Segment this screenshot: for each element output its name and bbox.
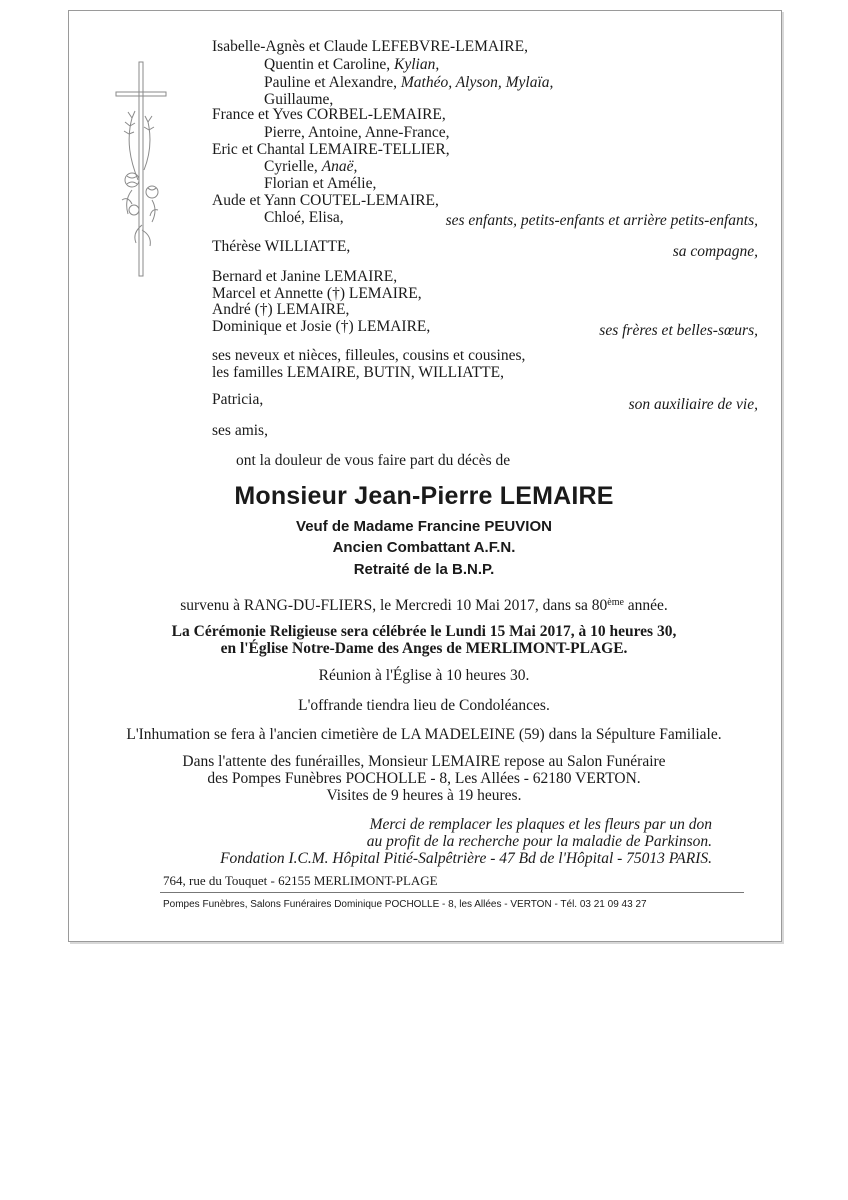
ceremony-line: en l'Église Notre-Dame des Anges de MERLIMONT-PLAGE.	[220, 640, 628, 657]
relation-label: sa compagne,	[672, 243, 758, 260]
deceased-subtitle: Veuf de Madame Francine PEUVION	[296, 518, 552, 535]
reunion-line: Réunion à l'Église à 10 heures 30.	[318, 667, 530, 684]
offrande-line: L'offrande tiendra lieu de Condoléances.	[298, 697, 550, 714]
ceremony-line: La Cérémonie Religieuse sera célébrée le Lundi 15 Mai 2017, à 10 heures 30,	[171, 623, 677, 640]
family-line: Marcel et Annette (†) LEMAIRE,	[212, 285, 422, 302]
deceased-subtitle: Ancien Combattant A.F.N.	[332, 539, 516, 556]
donation-line: Merci de remplacer les plaques et les fleurs par un don	[369, 816, 712, 833]
donation-line: Fondation I.C.M. Hôpital Pitié-Salpêtrière - 47 Bd de l'Hôpital - 75013 PARIS.	[220, 850, 712, 867]
footer-divider	[160, 892, 744, 893]
announcement-line: ont la douleur de vous faire part du décès de	[236, 452, 511, 469]
family-line: Eric et Chantal LEMAIRE-TELLIER,	[212, 141, 450, 158]
donation-line: au profit de la recherche pour la maladie de Parkinson.	[366, 833, 712, 850]
family-line: Chloé, Elisa,	[264, 209, 344, 226]
footer-address: 764, rue du Touquet - 62155 MERLIMONT-PLAGE	[163, 873, 438, 888]
family-line: Isabelle-Agnès et Claude LEFEBVRE-LEMAIRE,	[212, 38, 528, 55]
family-line: Thérèse WILLIATTE,	[212, 238, 351, 255]
footer-company: Pompes Funèbres, Salons Funéraires Dominique POCHOLLE - 8, les Allées - VERTON - Tél. 03 21 09 43 27	[163, 899, 647, 910]
family-line: Cyrielle, Anaë,	[264, 158, 358, 175]
deceased-name: Monsieur Jean-Pierre LEMAIRE	[234, 482, 614, 510]
family-line: Guillaume,	[264, 91, 334, 108]
inhumation-line: L'Inhumation se fera à l'ancien cimetière de LA MADELEINE (59) dans la Sépulture Familiale.	[126, 726, 722, 743]
family-line: Pauline et Alexandre, Mathéo, Alyson, Mylaïa,	[264, 74, 554, 91]
relation-label: ses frères et belles-sœurs,	[599, 322, 758, 339]
family-line: les familles LEMAIRE, BUTIN, WILLIATTE,	[212, 364, 504, 381]
family-line: André (†) LEMAIRE,	[212, 301, 350, 318]
salon-line: Dans l'attente des funérailles, Monsieur LEMAIRE repose au Salon Funéraire	[182, 753, 666, 770]
family-line: Patricia,	[212, 391, 264, 408]
deceased-subtitle: Retraité de la B.N.P.	[353, 561, 495, 578]
family-line: Bernard et Janine LEMAIRE,	[212, 268, 398, 285]
family-line: Florian et Amélie,	[264, 175, 377, 192]
family-line: Quentin et Caroline, Kylian,	[264, 56, 440, 73]
relation-label: ses enfants, petits-enfants et arrière petits-enfants,	[445, 212, 758, 229]
family-line: Aude et Yann COUTEL-LEMAIRE,	[212, 192, 439, 209]
salon-line: Visites de 9 heures à 19 heures.	[326, 787, 522, 804]
family-line: Dominique et Josie (†) LEMAIRE,	[212, 318, 431, 335]
family-line: ses neveux et nièces, filleules, cousins et cousines,	[212, 347, 526, 364]
relation-label: son auxiliaire de vie,	[628, 396, 758, 413]
salon-line: des Pompes Funèbres POCHOLLE - 8, Les Allées - 62180 VERTON.	[207, 770, 641, 787]
family-line: ses amis,	[212, 422, 268, 439]
family-line: France et Yves CORBEL-LEMAIRE,	[212, 106, 446, 123]
death-line: survenu à RANG-DU-FLIERS, le Mercredi 10 Mai 2017, dans sa 80ème année.	[180, 597, 668, 614]
family-line: Pierre, Antoine, Anne-France,	[264, 124, 450, 141]
cross-with-flowers-icon	[112, 60, 172, 280]
